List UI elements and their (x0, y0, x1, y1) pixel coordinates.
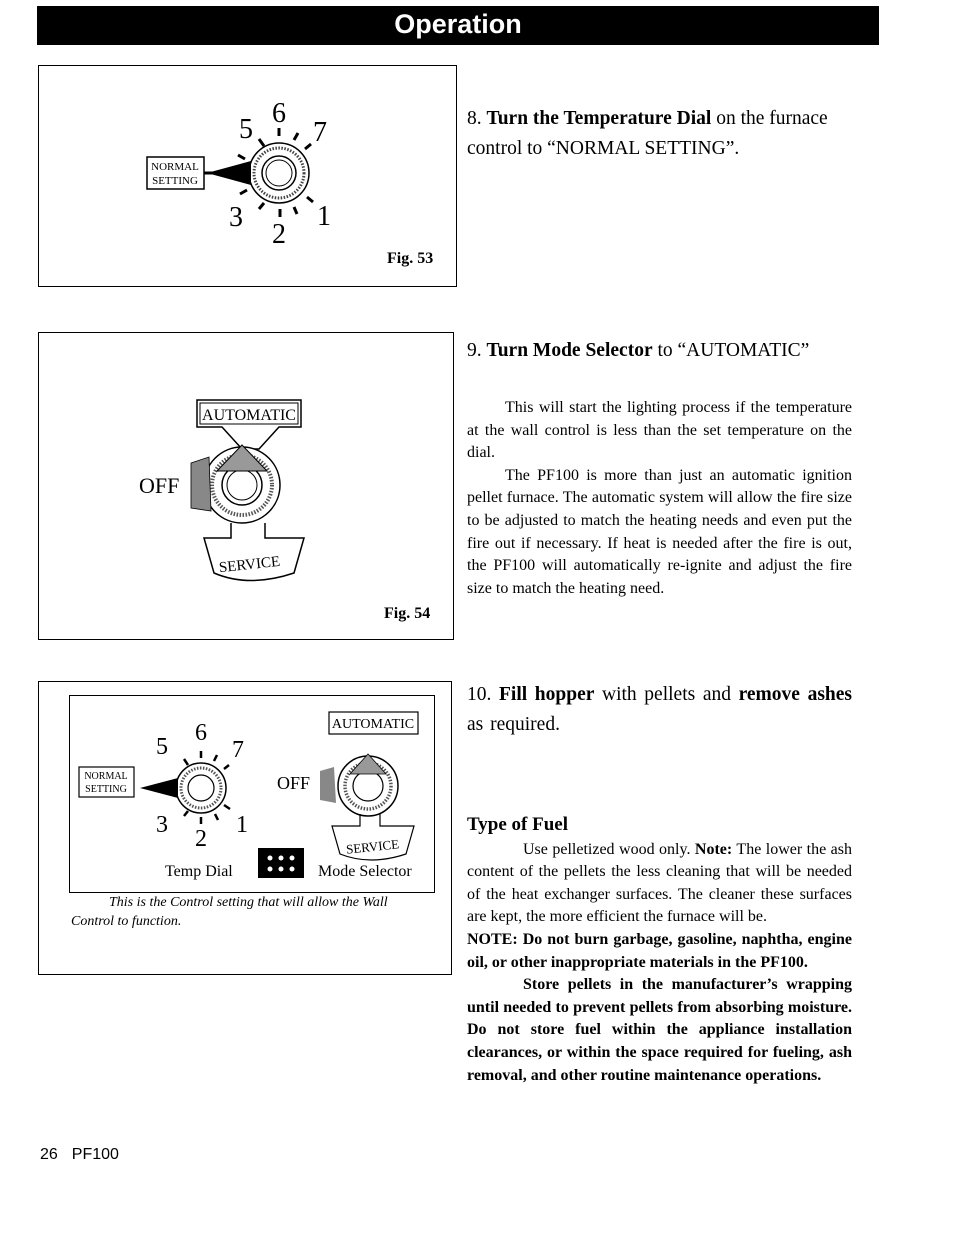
dial-knob (249, 143, 309, 203)
fuel-paragraph (467, 839, 852, 929)
normal-label: NORMAL (151, 161, 199, 173)
mode-selector-label: Mode Selector (318, 863, 412, 880)
header-bar (37, 6, 879, 45)
figure-53-label: Fig. 53 (387, 250, 434, 267)
step-10 (467, 680, 852, 740)
mode-selector-diagram (39, 333, 453, 639)
controls-dial-1: 1 (236, 812, 248, 838)
fuel-intro: Use pelletized wood only. (523, 840, 695, 858)
fuel-heading: Type of Fuel (467, 814, 568, 835)
controls-dial-5: 5 (156, 734, 168, 760)
keypad-icon (258, 848, 304, 878)
controls-dial-7: 7 (232, 737, 244, 763)
controls-dial-3: 3 (156, 812, 168, 838)
step-9-paragraph-2: The PF100 is more than just an automatic ignition pellet furnace. The automatic system will allow the fire size to be adjusted to match the heating needs and even put the fire out if necessary. If heat is needed after the fire is out, the PF100 will automatically re-ignite and adjust the fire size to match the heating need. (467, 466, 852, 597)
fuel-note-text: The lower the ash content of the pellets the less cleaning that will be needed of the heat exchanger surfaces. The cleaner these surfaces are kept, the more efficient the furnace will be. (467, 840, 853, 926)
footer (40, 1146, 133, 1164)
fuel-note-label: Note: (694, 840, 733, 858)
step-9-bold: Turn Mode Selector (486, 340, 653, 361)
dial-number-2: 2 (272, 219, 286, 250)
figure-54-label: Fig. 54 (384, 605, 431, 622)
controls-service-label: SERVICE (345, 836, 400, 857)
fuel-section (467, 814, 852, 1087)
step-10-bold-2: remove ashes (738, 684, 852, 705)
page-title: Operation (394, 9, 522, 39)
step-8-number: 8. (467, 108, 482, 129)
step-10-text-2: as required. (467, 714, 560, 735)
service-label: SERVICE (218, 553, 281, 577)
controls-dial-6: 6 (195, 720, 207, 746)
step-9 (467, 336, 852, 366)
step-9-number: 9. (467, 340, 482, 361)
controls-setting-label: SETTING (85, 784, 127, 795)
step-9-body (467, 397, 852, 600)
step-8 (467, 104, 852, 164)
dial-number-7: 7 (313, 117, 327, 148)
temp-dial-label: Temp Dial (165, 863, 233, 880)
automatic-label: AUTOMATIC (202, 407, 296, 424)
step-10-bold-1: Fill hopper (499, 684, 595, 705)
off-label: OFF (139, 473, 180, 498)
controls-inner-box (69, 695, 435, 893)
controls-off-label: OFF (277, 773, 311, 793)
step-10-text-1: with pellets and (594, 684, 739, 705)
step-9-text: to “AUTOMATIC” (652, 340, 810, 361)
controls-caption: This is the Control setting that will allow the Wall Control to function. (71, 895, 388, 929)
dial-number-6: 6 (272, 98, 286, 129)
step-8-bold: Turn the Temperature Dial (486, 108, 712, 129)
step-8-text: on the furnace control to “NORMAL SETTING”. (467, 108, 828, 159)
controls-automatic-label: AUTOMATIC (331, 717, 415, 732)
page-number: 26 (40, 1146, 58, 1163)
dial-number-5: 5 (239, 114, 253, 145)
fuel-warning: NOTE: Do not burn garbage, gasoline, naphtha, engine oil, or other inappropriate materials in the PF100. (467, 930, 852, 971)
figure-54-box (38, 332, 454, 640)
setting-label: SETTING (152, 175, 198, 187)
dial-number-1: 1 (317, 201, 331, 232)
figure-53-box (38, 65, 457, 287)
step-10-number: 10. (467, 684, 492, 705)
dial-number-3: 3 (229, 202, 243, 233)
controls-dial-2: 2 (195, 826, 207, 852)
step-9-paragraph-1: This will start the lighting process if the temperature at the wall control is less than the set temperature on the dial. (467, 399, 852, 462)
fuel-storage: Store pellets in the manufacturer’s wrapping until needed to prevent pellets from absorbing moisture. Do not store fuel within the appliance installation clearances, or within the space required for fueling, ash removal, and other routine maintenance operations. (467, 976, 852, 1084)
dial-pointer (203, 161, 251, 185)
model-name: PF100 (71, 1146, 119, 1163)
controls-normal-label: NORMAL (84, 771, 128, 782)
